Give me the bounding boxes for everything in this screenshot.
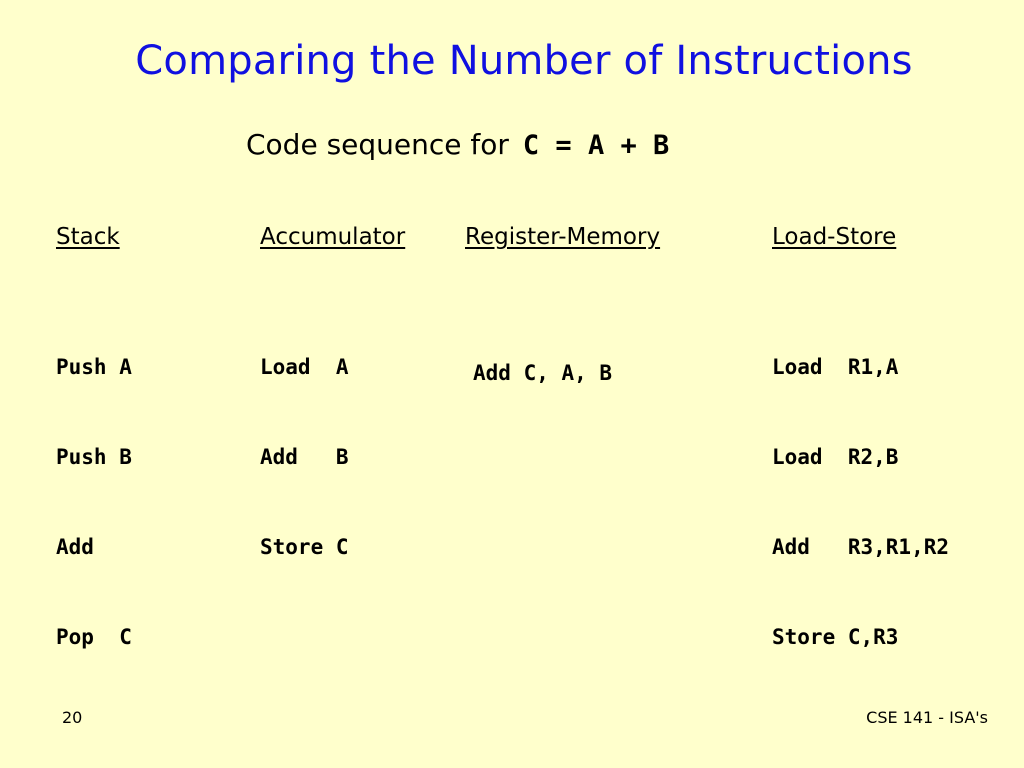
- code-line: Store C: [260, 535, 349, 559]
- code-line: Push A: [56, 355, 132, 379]
- column-header-accumulator: Accumulator: [260, 224, 406, 250]
- page-number: 20: [62, 708, 83, 727]
- code-line: Push B: [56, 445, 132, 469]
- subtitle-text: Code sequence for: [246, 128, 509, 161]
- code-line: Add: [56, 535, 94, 559]
- column-header-stack: Stack: [56, 224, 120, 250]
- code-line: Load R1,A: [772, 355, 899, 379]
- code-line: Load A: [260, 355, 349, 379]
- column-header-load-store: Load-Store: [772, 224, 897, 250]
- code-line: Pop C: [56, 625, 132, 649]
- column-header-register-memory: Register-Memory: [465, 224, 661, 250]
- subtitle-code: C = A + B: [522, 130, 670, 161]
- code-line: Add R3,R1,R2: [772, 535, 950, 559]
- subtitle: [246, 128, 669, 161]
- code-lines-stack: [56, 306, 132, 714]
- code-line: Store C,R3: [772, 625, 899, 649]
- code-lines-register-memory: [473, 312, 660, 450]
- code-line: Add B: [260, 445, 349, 469]
- column-register-memory: [465, 224, 660, 450]
- footer-course: CSE 141 - ISA's: [866, 708, 988, 727]
- code-lines-load-store: [772, 306, 949, 714]
- slide-title: Comparing the Number of Instructions: [135, 38, 913, 84]
- column-stack: [56, 224, 132, 714]
- code-line: Add C, A, B: [473, 361, 613, 385]
- column-accumulator: [260, 224, 405, 624]
- column-load-store: [772, 224, 949, 714]
- code-line: Load R2,B: [772, 445, 899, 469]
- code-lines-accumulator: [260, 306, 405, 624]
